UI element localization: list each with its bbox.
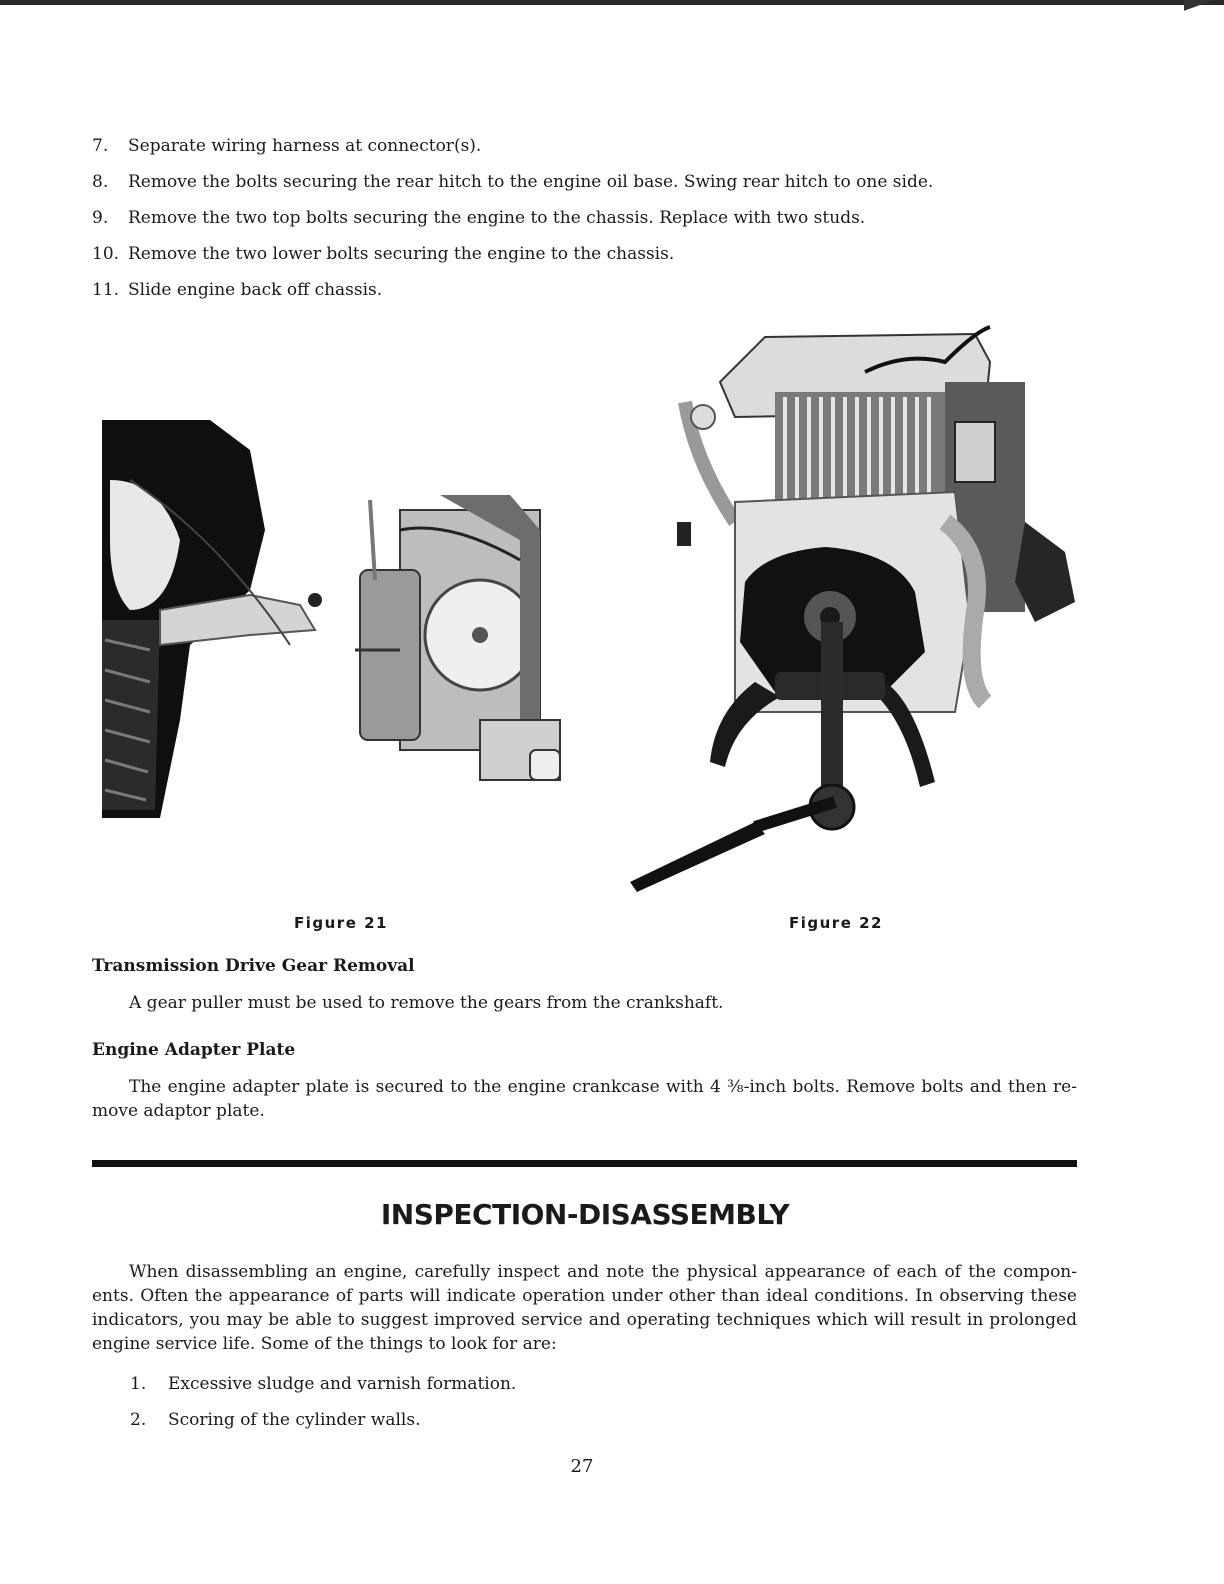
list-item [130,1371,516,1407]
removal-steps-list [92,133,1092,313]
section-divider [92,1160,1077,1167]
page-number: 27 [570,1456,594,1477]
list-item [92,277,1092,313]
list-item [130,1407,516,1443]
step-text: Separate wiring harness at connector(s). [128,136,482,156]
figure-22 [625,322,1085,892]
gear-puller-photo-icon [625,322,1085,892]
step-number: 7. [92,136,109,156]
item-text: Scoring of the cylinder walls. [168,1410,421,1430]
adapter-body: The engine adapter plate is secured to the engine crankcase with 4 ⅜-inch bolts. Remove bolts and then re-move adaptor plate. [92,1077,1077,1121]
transmission-body: A gear puller must be used to remove the gears from the crankshaft. [129,993,724,1013]
step-text: Remove the two top bolts securing the engine to the chassis. Replace with two studs. [128,208,866,228]
list-item [92,205,1092,241]
transmission-heading: Transmission Drive Gear Removal [92,956,415,976]
figure-22-caption: Figure 22 [789,914,883,932]
scan-corner [1184,0,1224,16]
adapter-heading: Engine Adapter Plate [92,1040,296,1060]
list-item [92,133,1092,169]
step-number: 11. [92,280,120,300]
section-title: INSPECTION-DISASSEMBLY [380,1198,790,1231]
step-number: 9. [92,208,109,228]
engine-removal-photo-icon [100,420,570,820]
step-number: 8. [92,172,109,192]
step-text: Remove the two lower bolts securing the engine to the chassis. [128,244,675,264]
step-number: 10. [92,244,120,264]
step-text: Slide engine back off chassis. [128,280,383,300]
item-number: 1. [130,1374,147,1394]
list-item [92,241,1092,277]
inspection-list [130,1371,516,1443]
inspection-intro: When disassembling an engine, carefully inspect and note the physical appearance of each of the compon-ents. Often the appearance of parts will indicate operation under other than ideal conditions. In observing these indicators, you may be able to suggest improved service and operating techniques which will result in prolonged engine service life. Some of the things to look for are: [92,1262,1077,1354]
figure-21-caption: Figure 21 [294,914,388,932]
scan-edge [0,0,1224,5]
figure-21 [100,420,570,820]
step-text: Remove the bolts securing the rear hitch to the engine oil base. Swing rear hitch to one side. [128,172,934,192]
list-item [92,169,1092,205]
item-text: Excessive sludge and varnish formation. [168,1374,517,1394]
item-number: 2. [130,1410,147,1430]
